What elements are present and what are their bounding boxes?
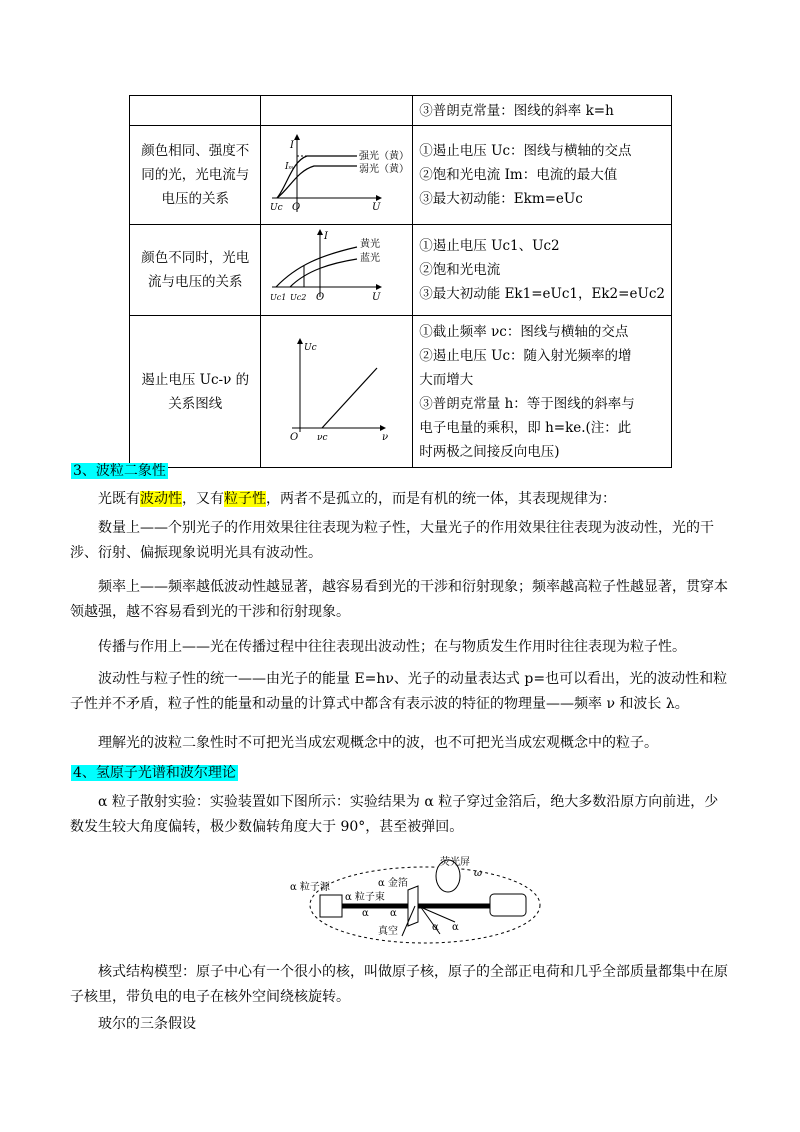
cell-text: ③最大初动能：Ekm=eUc [419, 191, 583, 207]
arrow-icon [376, 284, 382, 290]
table-row [130, 96, 672, 126]
axis-label: ν [381, 431, 388, 443]
color-graph [262, 225, 412, 307]
cell-text: ①遏止电压 Uc1、Uc2 [419, 238, 560, 254]
table-row [130, 126, 672, 225]
blue-light-curve [290, 259, 357, 287]
cell-text: 遏止电压 Uc-ν 的关系图线 [130, 316, 261, 468]
curve-label: 蓝光 [359, 253, 380, 264]
cell-text: 颜色不同时，光电流与电压的关系 [130, 225, 261, 316]
cell-text: ①截止频率 νc：图线与横轴的交点 [419, 323, 629, 340]
intensity-graph [262, 126, 412, 216]
section-heading: 3、波粒二象性 [73, 463, 166, 479]
arrow-icon [376, 195, 382, 201]
axis-label: I [323, 231, 328, 242]
photoelectric-table [129, 95, 672, 468]
arrow-icon [317, 229, 323, 235]
table-row [130, 225, 672, 316]
axis-label: U [371, 292, 381, 303]
axis-label: I [289, 140, 294, 151]
cell-text: 电子电量的乘积，即 h=ke.(注：此 [419, 419, 632, 436]
curve-label: 强光（黄） [358, 151, 409, 162]
diagram-label: α 金箔 [378, 878, 408, 889]
cell-text: ③普朗克常量 h：等于图线的斜率与 [419, 395, 635, 412]
diagram-label: α [390, 908, 397, 919]
paragraph: 频率上——频率越低波动性越显著，越容易看到光的干涉和衍射现象；频率越高粒子性越显著，贯穿本领越强，越不容易看到光的干涉和衍射现象。 [70, 579, 728, 620]
section-heading: 4、氢原子光谱和波尔理论 [73, 765, 236, 781]
axis-label: O [291, 202, 301, 213]
curve-label: 黄光 [359, 239, 380, 250]
yellow-light-curve [276, 247, 357, 287]
diagram-label: 真空 [378, 926, 398, 937]
diagram-label: α [432, 922, 439, 933]
paragraph: 波动性与粒子性的统一——由光子的能量 E=hν、光子的动量表达式 p=也可以看出，光的波动性和粒子性并不矛盾，粒子性的能量和动量的计算式中都含有表示波的特征的物理量——频率 ν 和波长 λ。 [70, 671, 728, 712]
paragraph: α 粒子散射实验：实验装置如下图所示：实验结果为 α 粒子穿过金箔后，绝大多数沿原方向前进，少数发生较大角度偏转，极少数偏转角度大于 90°，甚至被弹回。 [70, 794, 719, 835]
stopping-voltage-graph [262, 328, 412, 448]
cell-text: ③普朗克常量：图线的斜率 k=h [419, 102, 614, 119]
paragraph: 理解光的波粒二象性时不可把光当成宏观概念中的波，也不可把光当成宏观概念中的粒子。 [98, 735, 658, 751]
cell-text: ②饱和光电流 Im：电流的最大值 [419, 167, 618, 183]
cell-text: 颜色相同、强度不同的光，光电流与电压的关系 [130, 126, 261, 225]
curve-label: 弱光（黄） [358, 164, 409, 175]
axis-label: Iₘ [284, 162, 294, 172]
axis-label: Uc2 [289, 293, 307, 302]
alpha-scattering-diagram [290, 850, 550, 950]
diagram-label: ω [474, 868, 483, 879]
paragraph: 玻尔的三条假设 [98, 1016, 196, 1032]
table-row [130, 316, 672, 468]
arrow-icon [294, 134, 300, 140]
paragraph: 传播与作用上——光在传播过程中往往表现出波动性；在与物质发生作用时往往表现为粒子性。 [98, 639, 686, 655]
axis-label: Uc1 [269, 293, 287, 302]
axis-label: νc [316, 432, 328, 443]
axis-label: Uc [303, 342, 317, 353]
diagram-label: α [362, 908, 369, 919]
paragraph: 数量上——个别光子的作用效果往往表现为粒子性，大量光子的作用效果往往表现为波动性，光的干涉、衍射、偏振现象说明光具有波动性。 [70, 520, 714, 561]
axis-label: O [315, 292, 325, 303]
gold-foil [408, 886, 418, 926]
arrow-icon [380, 425, 386, 431]
cell-text: 时两极之间接反向电压) [419, 443, 560, 460]
diagram-label: α [452, 922, 459, 933]
cell-text: 大而增大 [419, 371, 474, 388]
diagram-label: α 粒子束 [345, 892, 385, 903]
cell-text: ③最大初动能 Ek1=eUc1，Ek2=eUc2 [419, 286, 665, 302]
axis-label: U [371, 202, 381, 213]
microscope [490, 894, 526, 916]
paragraph: 光既有波动性，又有粒子性，两者不是孤立的，而是有机的统一体，其表现规律为： [98, 491, 616, 507]
diagram-label: 荧光屏 [440, 857, 470, 868]
alpha-source-box [320, 895, 342, 917]
diagram-label: α 粒子源 [290, 882, 330, 893]
paragraph: 核式结构模型：原子中心有一个很小的核，叫做原子核，原子的全部正电荷和几乎全部质量都集中在原子核里，带负电的电子在核外空间绕核旋转。 [70, 964, 728, 1005]
cell-text: ②遏止电压 Uc：随入射光频率的增 [419, 347, 632, 364]
cell-text: ②饱和光电流 [419, 262, 501, 278]
stopping-voltage-line [322, 368, 377, 428]
arrow-icon [297, 338, 303, 344]
axis-label: Uc [269, 203, 283, 213]
cell-text: ①遏止电压 Uc：图线与横轴的交点 [419, 143, 632, 159]
axis-label: O [289, 431, 299, 443]
